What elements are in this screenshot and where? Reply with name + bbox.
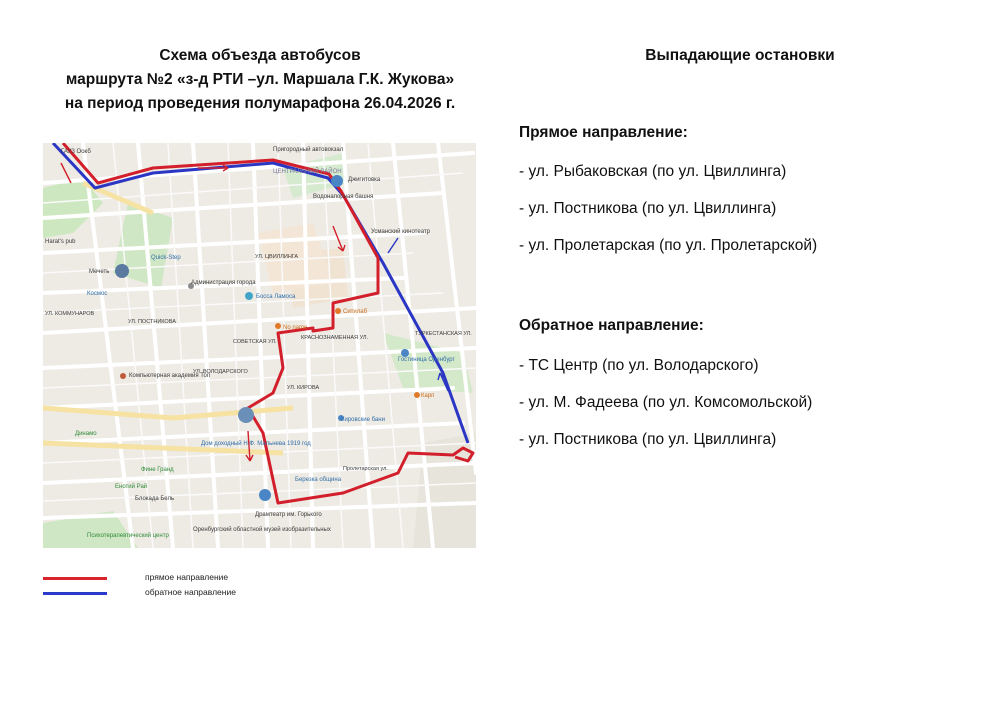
- map-label: Дом доходный Н.Ф. Мальнева 1919 год: [201, 441, 311, 447]
- map-label: Блокада Бель: [135, 496, 175, 502]
- map-label: Усманский кинотеатр: [371, 229, 430, 235]
- poi-dot: [120, 373, 126, 379]
- map-label: Администрация города: [191, 280, 256, 286]
- stops-title: Выпадающие остановки: [645, 47, 835, 64]
- street-label: Пролетарская ул.: [343, 466, 388, 472]
- map-label: Гостиница Оренбург: [398, 357, 455, 363]
- map-label: Карп: [421, 393, 435, 399]
- title-line-2: маршрута №2 «з-д РТИ –ул. Маршала Г.К. Жукова»: [65, 71, 455, 88]
- poi-dot: [414, 392, 420, 398]
- forward-heading: Прямое направление:: [519, 124, 688, 141]
- map-label: ГАУЗ Оокб: [61, 149, 91, 155]
- map-label: Босса Ламоса: [256, 294, 296, 300]
- route-map[interactable]: [43, 143, 476, 548]
- forward-stop: - ул. Постникова (по ул. Цвиллинга): [519, 200, 777, 217]
- map-label: Оренбургский областной музей изобразительных: [193, 527, 331, 533]
- map-title: [0, 44, 520, 116]
- poi-dot: [275, 323, 281, 329]
- map-label: Harat's pub: [45, 239, 76, 245]
- backward-stop: - ул. М. Фадеева (по ул. Комсомольской): [519, 394, 813, 411]
- map-label: Quick-Step: [151, 255, 181, 261]
- map-canvas: [43, 143, 476, 548]
- map-label: Драмтеатр им. Горького: [255, 512, 322, 518]
- map-label: Березка община: [295, 477, 342, 483]
- street-label: УЛ. ПОСТНИКОВА: [128, 319, 176, 325]
- map-label: Динамо: [75, 431, 97, 437]
- forward-stop: - ул. Пролетарская (по ул. Пролетарской): [519, 237, 818, 254]
- street-label: УЛ. КОММУНАРОВ: [45, 311, 95, 317]
- poi-dot: [335, 308, 341, 314]
- mosque-icon: [115, 264, 129, 278]
- forward-stop: - ул. Рыбаковская (по ул. Цвиллинга): [519, 163, 787, 180]
- map-label: Психотерапевтический центр: [87, 533, 169, 539]
- map-label: Мечеть: [89, 269, 110, 275]
- hotel-icon: [401, 349, 409, 357]
- map-label: Енотий Рай: [115, 484, 148, 490]
- poi-dot: [245, 292, 253, 300]
- water-tower-icon: [331, 175, 343, 187]
- map-label: Космос: [87, 291, 108, 297]
- map-label: Кировские бани: [341, 417, 385, 423]
- street-label: КРАСНОЗНАМЕННАЯ УЛ.: [301, 335, 369, 341]
- street-label: УЛ. ЦВИЛЛИНГА: [255, 254, 299, 260]
- street-label: ТУРКЕСТАНСКАЯ УЛ.: [415, 331, 472, 337]
- legend-forward-label: прямое направление: [145, 572, 229, 582]
- theatre-icon: [259, 489, 271, 501]
- street-label: УЛ. КИРОВА: [287, 385, 320, 391]
- backward-stop: - ул. Постникова (по ул. Цвиллинга): [519, 431, 777, 448]
- backward-heading: Обратное направление:: [519, 317, 704, 334]
- title-line-1: Схема объезда автобусов: [159, 47, 361, 64]
- map-label: Ситилаб: [343, 309, 368, 315]
- map-label: Джигитовка: [348, 177, 381, 183]
- legend-forward-line: [43, 577, 107, 580]
- map-label: Компьютерная академия Топ: [129, 373, 211, 379]
- legend-backward-line: [43, 592, 107, 595]
- map-label: Пригородный автовокзал: [273, 147, 344, 153]
- map-label: ЦЕНТРАЛЬНЫЙ РАЙОН: [273, 169, 342, 175]
- title-line-3: на период проведения полумарафона 26.04.2026 г.: [64, 95, 456, 112]
- map-label: No name: [283, 325, 308, 331]
- backward-stop: - ТС Центр (по ул. Володарского): [519, 357, 759, 374]
- legend-backward-label: обратное направление: [145, 587, 236, 597]
- street-label: УЛ. ВОЛОДАРСКОГО: [193, 369, 248, 375]
- map-label: Водонапорная башня: [313, 194, 374, 200]
- street-label: СОВЕТСКАЯ УЛ.: [233, 339, 277, 345]
- landmark-icon: [238, 407, 254, 423]
- map-label: Фине Гранд: [141, 467, 174, 473]
